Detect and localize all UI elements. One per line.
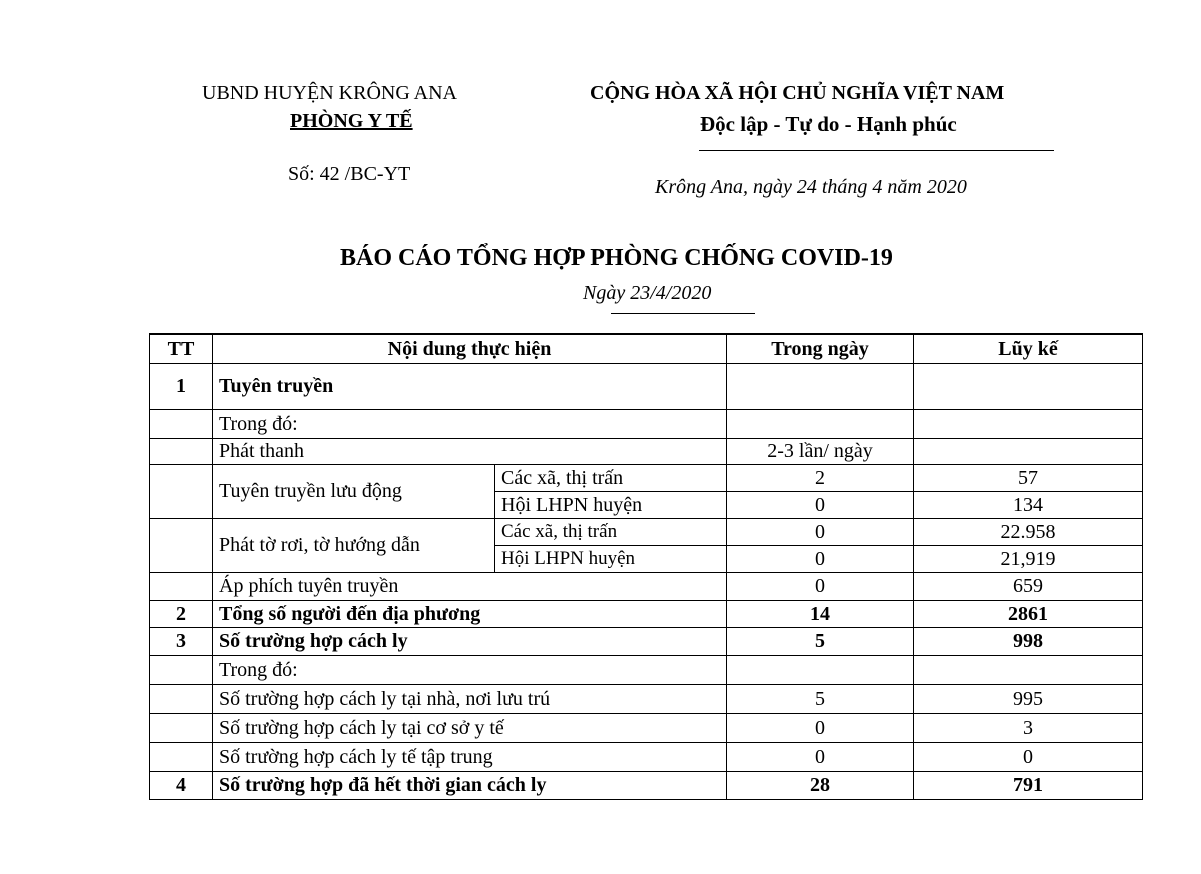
country-name: CỘNG HÒA XÃ HỘI CHỦ NGHĨA VIỆT NAM [590,82,1005,104]
table-row [150,363,1143,409]
table-row [150,464,1143,491]
document-number: Số: 42 /BC-YT [288,163,411,185]
row-subgroup: Hội LHPN huyện [495,491,727,518]
row-cumulative [914,438,1143,464]
row-today [727,363,914,409]
row-today: 0 [727,545,914,572]
table-row [150,771,1143,799]
row-content: Phát thanh [213,438,727,464]
table-row [150,684,1143,713]
row-cumulative: 998 [914,627,1143,655]
row-cumulative: 21,919 [914,545,1143,572]
row-content: Tuyên truyền [213,363,727,409]
row-tt [150,684,213,713]
row-content: Số trường hợp cách ly tại nhà, nơi lưu trú [213,684,727,713]
row-cumulative: 659 [914,572,1143,600]
table-row [150,438,1143,464]
row-content: Áp phích tuyên truyền [213,572,727,600]
row-tt: 1 [150,363,213,409]
place-date: Krông Ana, ngày 24 tháng 4 năm 2020 [655,176,967,198]
header-tt: TT [150,334,213,363]
row-group: Phát tờ rơi, tờ hướng dẫn [213,518,495,572]
row-content: Số trường hợp cách ly tế tập trung [213,742,727,771]
row-tt [150,518,213,572]
row-cumulative: 791 [914,771,1143,799]
row-tt [150,572,213,600]
row-cumulative: 0 [914,742,1143,771]
table-row [150,627,1143,655]
header-cumulative: Lũy kế [914,334,1143,363]
row-subgroup: Hội LHPN huyện [495,545,727,572]
header-content: Nội dung thực hiện [213,334,727,363]
row-tt [150,464,213,518]
report-date-underline [611,313,755,314]
motto-underline [699,150,1054,151]
row-tt: 4 [150,771,213,799]
row-tt: 2 [150,600,213,627]
row-today: 5 [727,627,914,655]
row-today: 0 [727,742,914,771]
row-tt [150,438,213,464]
row-tt [150,655,213,684]
row-today: 0 [727,572,914,600]
report-title: BÁO CÁO TỔNG HỢP PHÒNG CHỐNG COVID-19 [340,245,893,271]
row-cumulative: 995 [914,684,1143,713]
agency-name: UBND HUYỆN KRÔNG ANA [202,82,457,104]
table-row [150,518,1143,545]
row-cumulative: 22.958 [914,518,1143,545]
row-tt [150,713,213,742]
row-today: 2-3 lần/ ngày [727,438,914,464]
row-tt: 3 [150,627,213,655]
row-content: Số trường hợp cách ly [213,627,727,655]
table-row [150,600,1143,627]
header-today: Trong ngày [727,334,914,363]
row-group: Tuyên truyền lưu động [213,464,495,518]
row-content: Số trường hợp cách ly tại cơ sở y tế [213,713,727,742]
row-subgroup: Các xã, thị trấn [495,464,727,491]
row-tt [150,742,213,771]
row-content: Trong đó: [213,409,727,438]
row-today: 28 [727,771,914,799]
row-cumulative: 134 [914,491,1143,518]
row-tt [150,409,213,438]
table-row [150,742,1143,771]
table-row [150,409,1143,438]
table-row [150,572,1143,600]
department-name: PHÒNG Y TẾ [290,110,413,132]
row-cumulative: 57 [914,464,1143,491]
table-header-row [150,334,1143,363]
row-cumulative [914,655,1143,684]
national-motto: Độc lập - Tự do - Hạnh phúc [700,112,957,136]
report-date: Ngày 23/4/2020 [583,282,712,304]
row-cumulative: 3 [914,713,1143,742]
row-today [727,655,914,684]
report-table [149,333,1143,800]
table-row [150,655,1143,684]
row-today: 0 [727,518,914,545]
table-row [150,713,1143,742]
row-today: 2 [727,464,914,491]
row-content: Trong đó: [213,655,727,684]
row-subgroup: Các xã, thị trấn [495,518,727,545]
row-today [727,409,914,438]
row-content: Số trường hợp đã hết thời gian cách ly [213,771,727,799]
row-content: Tổng số người đến địa phương [213,600,727,627]
row-today: 0 [727,713,914,742]
row-cumulative [914,409,1143,438]
row-today: 5 [727,684,914,713]
row-today: 0 [727,491,914,518]
row-today: 14 [727,600,914,627]
row-cumulative [914,363,1143,409]
row-cumulative: 2861 [914,600,1143,627]
